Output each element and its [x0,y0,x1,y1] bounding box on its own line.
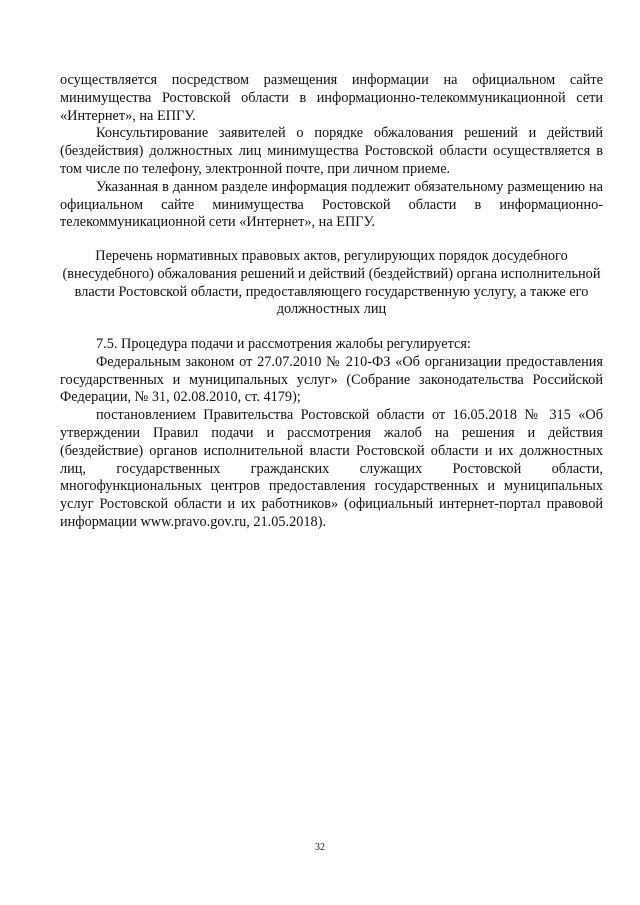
paragraph-publication: Указанная в данном разделе информация подлежит обязательному размещению на официальном сайте минимущества Ростовской области в информационно-телекоммуникационной сети «Интернет», на ЕПГУ. [60,178,603,231]
paragraph-continuation: осуществляется посредством размещения информации на официальном сайте минимущества Ростовской области в информационно-телекоммуникационной сети «Интернет», на ЕПГУ. [60,72,603,124]
paragraph-resolution: постановлением Правительства Ростовской области от 16.05.2018 № 315 «Об утверждении Правил подачи и рассмотрения жалоб на решения и действия (бездействие) органов исполнительной власти Ростовской области и их должностных лиц, государственных гражданских служащих Ростовской области, многофункциональных центров предоставления государственных и муниципальных услуг Ростовской области и их работников» (официальный интернет-портал правовой информации www.pravo.gov.ru, 21.05.2018). [60,407,603,530]
paragraph-consulting: Консультирование заявителей о порядке обжалования решений и действий (бездействия) должностных лиц минимущества Ростовской области осуществляется в том числе по телефону, электронной почте, при личном приеме. [60,125,603,177]
paragraph-procedure: 7.5. Процедура подачи и рассмотрения жалобы регулируется: [96,336,471,352]
section-title [60,248,603,319]
bottom-text-block [60,336,603,532]
top-text-block [60,72,603,232]
paragraph-federal-law: Федеральным законом от 27.07.2010 № 210-ФЗ «Об организации предоставления государственных и муниципальных услуг» (Собрание законодательства Российской Федерации, № 31, 02.08.2010, ст. 4179); [60,353,603,406]
section-title-text: Перечень нормативных правовых актов, регулирующих порядок досудебного (внесудебного) обжалования решений и действий (бездействий) органа исполнительной власти Ростовской области, предоставляющего государственную услугу, а также его должностных лиц [62,248,601,318]
page-number: 32 [315,842,325,853]
